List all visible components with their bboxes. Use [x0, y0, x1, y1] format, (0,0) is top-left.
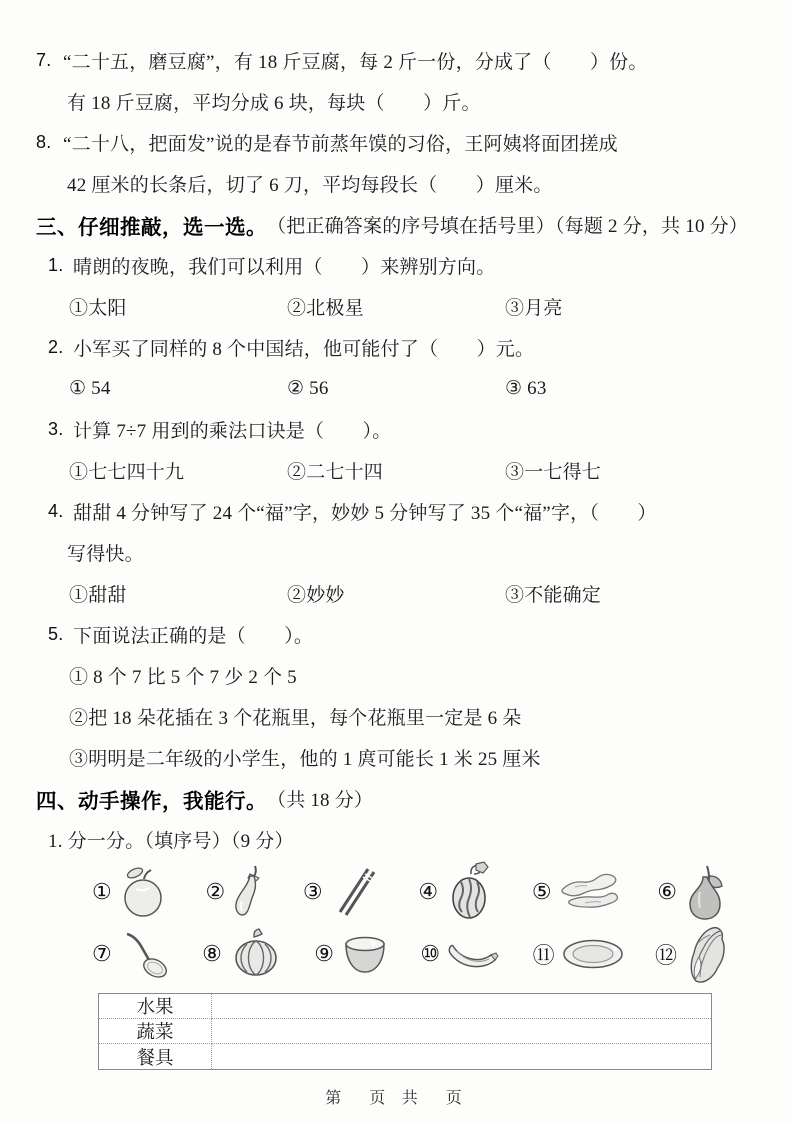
item-8-number: ⑧: [202, 941, 222, 966]
item-1-number: ①: [92, 879, 112, 904]
s3-q5-option-2-text: ②把 18 朵花插在 3 个花瓶里，每个花瓶里一定是 6 朵: [69, 708, 522, 729]
s3-q5-option-3: [36, 737, 765, 778]
table-answer-cell-fruit: [212, 994, 711, 1019]
s3-q4-text-cont: 写得快。: [67, 544, 144, 565]
item-11-plate: [533, 936, 626, 972]
s3-question-4-line-1: [36, 491, 765, 532]
item-6-number: ⑥: [657, 879, 677, 904]
item-2-number: ②: [205, 879, 226, 904]
bowl-icon: [339, 931, 391, 977]
s3-q3-text: 计算 7÷7 用到的乘法口诀是（ ）。: [73, 421, 392, 442]
item-7-number: ⑦: [92, 941, 112, 966]
s3-q5-option-1: [36, 655, 765, 696]
item-4-number: ④: [418, 879, 439, 904]
s3-q2-number: 2.: [48, 337, 64, 357]
item-7-spoon: [92, 928, 173, 980]
question-7-number: 7.: [36, 50, 52, 70]
s3-q1-option-1: ①太阳: [69, 298, 127, 319]
table-answer-cell-vegetable: [212, 1019, 711, 1044]
section-3-header: [36, 204, 765, 245]
s3-q3-number: 3.: [48, 419, 64, 439]
items-row-2: [92, 924, 728, 984]
s3-q1-number: 1.: [48, 255, 64, 275]
cabbage-icon: [682, 923, 728, 985]
s3-q5-option-1-text: ① 8 个 7 比 5 个 7 少 2 个 5: [69, 667, 297, 688]
s3-q1-option-3: ③月亮: [505, 298, 563, 319]
s3-q4-option-2: ②妙妙: [287, 585, 345, 606]
s4-question-1-label: [36, 819, 765, 860]
s3-q2-option-2: ② 56: [287, 378, 329, 399]
question-8-line-1: [36, 122, 765, 163]
s3-q2-option-1: ① 54: [69, 378, 111, 399]
page-footer: 第 页 共 页: [325, 1090, 468, 1107]
s3-question-5: [36, 614, 765, 655]
s3-question-1: [36, 245, 765, 286]
question-8-number: 8.: [36, 132, 52, 152]
s3-q4-options: [36, 573, 765, 614]
item-3-number: ③: [302, 879, 323, 904]
s3-q2-options: [36, 368, 765, 409]
s3-question-3: [36, 409, 765, 450]
s3-q1-option-2: ②北极星: [287, 298, 364, 319]
table-row-label-tableware: 餐具: [99, 1044, 212, 1069]
items-row-1: [92, 860, 728, 924]
section-4-title: 四、动手操作，我能行。: [36, 789, 267, 813]
spoon-icon: [117, 928, 173, 980]
watermelon-icon: [443, 860, 495, 924]
item-11-number: ⑪: [532, 942, 555, 968]
question-7-line-2: [36, 81, 765, 122]
s3-question-2: [36, 327, 765, 368]
table-row-label-fruit: 水果: [99, 994, 212, 1019]
item-9-bowl: [314, 931, 391, 977]
s3-q1-text: 晴朗的夜晚，我们可以利用（ ）来辨别方向。: [73, 257, 496, 278]
item-8-pumpkin: [202, 926, 285, 982]
chopsticks-icon: [328, 864, 382, 920]
question-7-line-1: [36, 40, 765, 81]
item-4-watermelon: [418, 860, 495, 924]
s3-q2-text: 小军买了同样的 8 个中国结，他可能付了（ ）元。: [73, 339, 535, 360]
banana-icon: [445, 934, 503, 974]
item-9-number: ⑨: [314, 941, 335, 966]
s3-q1-options: [36, 286, 765, 327]
item-5-number: ⑤: [531, 879, 552, 904]
table-row-label-vegetable: 蔬菜: [99, 1019, 212, 1044]
s3-q5-text: 下面说法正确的是（ ）。: [73, 626, 314, 647]
item-10-number: ⑩: [420, 941, 441, 966]
question-7-text: “二十五，磨豆腐”，有 18 斤豆腐，每 2 斤一份，分成了（ ）份。: [63, 52, 648, 73]
s3-q4-number: 4.: [48, 501, 64, 521]
s3-q5-number: 5.: [48, 624, 64, 644]
question-8-text: “二十八，把面发”说的是春节前蒸年馍的习俗，王阿姨将面团搓成: [63, 134, 618, 155]
item-6-pear: [657, 862, 728, 922]
item-12-cabbage: [655, 923, 728, 985]
classification-table: [98, 993, 712, 1070]
section-4-note: （共 18 分）: [267, 790, 374, 811]
s3-q2-option-3: ③ 63: [505, 378, 547, 399]
s3-q4-text: 甜甜 4 分钟写了 24 个“福”字，妙妙 5 分钟写了 35 个“福”字，（ ）: [73, 503, 657, 524]
item-10-banana: [420, 934, 503, 974]
s3-q3-option-1: ①七七四十九: [69, 462, 185, 483]
s3-q3-option-2: ②二七十四: [287, 462, 384, 483]
s3-q3-option-3: ③一七得七: [505, 462, 602, 483]
section-3-note: （把正确答案的序号填在括号里）（每题 2 分，共 10 分）: [267, 216, 749, 237]
question-8-line-2: [36, 163, 765, 204]
item-5-ginger: [532, 867, 621, 917]
eggplant-icon: [230, 863, 266, 921]
s4-q1-text: 1. 分一分。（填序号）（9 分）: [48, 831, 294, 852]
s3-question-4-line-2: [36, 532, 765, 573]
table-answer-cell-tableware: [212, 1044, 711, 1069]
pumpkin-icon: [227, 926, 285, 982]
item-3-chopsticks: [303, 864, 382, 920]
section-4-header: [36, 778, 765, 819]
pear-icon: [682, 862, 728, 922]
question-7-text-cont: 有 18 斤豆腐，平均分成 6 块，每块（ ）斤。: [67, 93, 481, 114]
item-12-number: ⑫: [654, 942, 677, 968]
item-1-apple: [92, 863, 169, 921]
s3-q5-option-2: [36, 696, 765, 737]
s3-q4-option-3: ③不能确定: [505, 585, 602, 606]
s3-q4-option-1: ①甜甜: [69, 585, 127, 606]
item-2-eggplant: [205, 863, 266, 921]
s3-q5-option-3-text: ③明明是二年级的小学生，他的 1 庹可能长 1 米 25 厘米: [69, 749, 541, 770]
s3-q3-options: [36, 450, 765, 491]
apple-icon: [117, 863, 169, 921]
question-8-text-cont: 42 厘米的长条后，切了 6 刀，平均每段长（ ）厘米。: [67, 175, 553, 196]
section-3-title: 三、仔细推敲，选一选。: [36, 215, 267, 239]
plate-icon: [560, 936, 626, 972]
ginger-icon: [557, 867, 621, 917]
